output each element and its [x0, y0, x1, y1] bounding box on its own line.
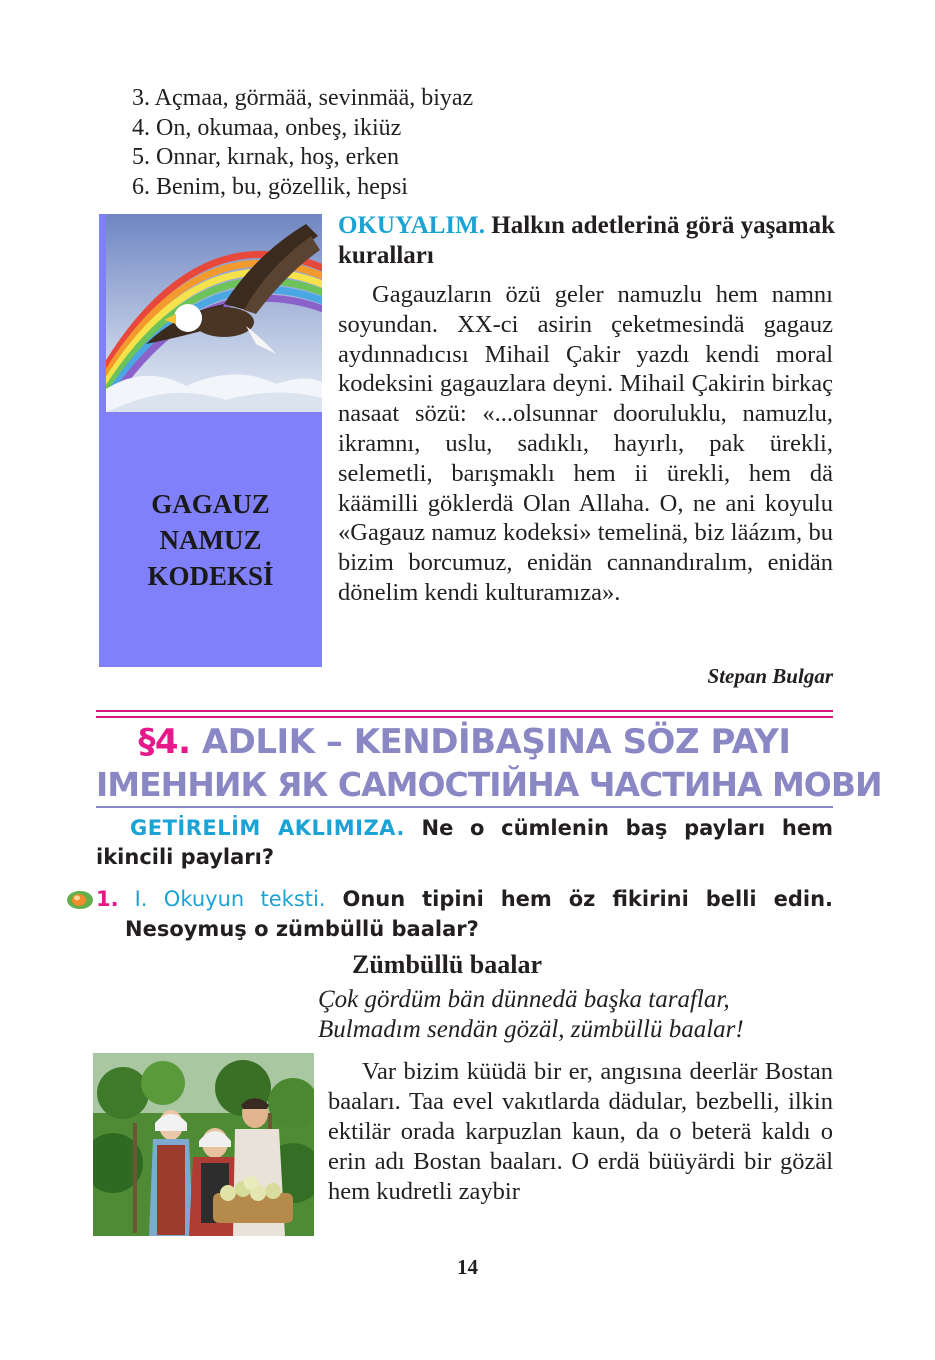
- page-number: 14: [457, 1255, 478, 1279]
- section-rule-top-2: [96, 716, 833, 718]
- section-number: §4.: [138, 722, 191, 762]
- list-item: 4. On, okumaa, onbeş, ikiüz: [132, 114, 402, 141]
- reading-author: Stepan Bulgar: [707, 664, 833, 688]
- section-title-gagauz-text: ADLIK – KENDİBAŞINA SÖZ PAYI: [201, 722, 791, 762]
- section-title-gagauz: [96, 720, 833, 764]
- exercise-line-1: [96, 884, 833, 914]
- reading-title-text: Halkın adetlerinä görä yaşamak kuralları: [338, 212, 836, 269]
- section-rule-bottom: [96, 806, 833, 808]
- vineyard-harvest-photo: [93, 1053, 314, 1236]
- list-item: 3. Açmaa, görmää, sevinmää, biyaz: [132, 85, 474, 111]
- word-list: [132, 84, 473, 202]
- reading-keyword: OKUYALIM.: [338, 212, 486, 239]
- list-item: 6. Benim, bu, gözellik, hepsi: [132, 173, 408, 200]
- honor-code-box: [99, 214, 322, 667]
- honor-code-caption: [99, 486, 322, 594]
- reading-title: [338, 211, 838, 271]
- verse-line: Bulmadım sendän gözäl, zümbüllü baalar!: [318, 1016, 744, 1043]
- story-text: Var bizim küüdä bir er, angısına deerlär Bostan baaları. Taa evel vakıtlarda dädular, bezbelli, ilkin ektilär orada karpuzlan kaun, da o beterä kaldı o erin adı Bostan baaları. O erdä büüyärdi bir gözäl hem kudretli zaybir: [328, 1058, 833, 1205]
- caption-line: GAGAUZ: [151, 489, 270, 519]
- section-title-ukrainian: ІМЕННИК ЯК САМОСТІЙНА ЧАСТИНА МОВИ: [96, 765, 882, 804]
- recall-prompt: [96, 814, 833, 872]
- poem-verse: [318, 985, 744, 1045]
- section-rule-top: [96, 710, 833, 712]
- exercise-text-1: Onun tipini hem öz fikirini belli edin.: [342, 887, 833, 911]
- eagle-rainbow-image: [106, 214, 322, 412]
- recall-keyword: GETİRELİM AKLIMIZA.: [130, 816, 405, 840]
- exercise-text-2: Nesoymuş o zümbüllü baalar?: [125, 917, 479, 941]
- list-item: 5. Onnar, kırnak, hoş, erken: [132, 144, 399, 170]
- caption-line: KODEKSİ: [147, 561, 274, 591]
- recall-text: Ne o cümlenin baş payları hem ikincili payları?: [96, 816, 834, 869]
- reading-body: Gagauzların özü geler namuzlu hem namnı soyundan. XX-ci asirin çeketmesindä gagauz aydınnadıcısı Mihail Çakir yazdı kendi moral kodeksini gagauzlara deyni. Mihail Çakirin birkaç nasaat sözü: «...olsunnar dooruluklu, namuzlu, ikramnı, uslu, sadıklı, hayırlı, pak ürekli, selemetli, barışmaklı hem ii ürekli, hem dä käämilli göklerdä Olan Allaha. O, ne ani koyulu «Gagauz namuz kodeksi» temelinä, biz läázım, bu bizim borcumuz, enidän cannandıralım, enidän dönelim kendi kulturamıza».: [338, 281, 833, 606]
- exercise-number: 1.: [96, 887, 119, 911]
- exercise-1: [96, 884, 833, 944]
- caption-line: NAMUZ: [159, 525, 262, 555]
- verse-line: Çok gördüm bän dünnedä başka taraflar,: [318, 986, 730, 1013]
- exercise-keyword: I. Okuyun teksti.: [134, 887, 326, 911]
- poem-title: Zümbüllü baalar: [352, 950, 543, 979]
- exercise-marker-icon: [66, 890, 94, 910]
